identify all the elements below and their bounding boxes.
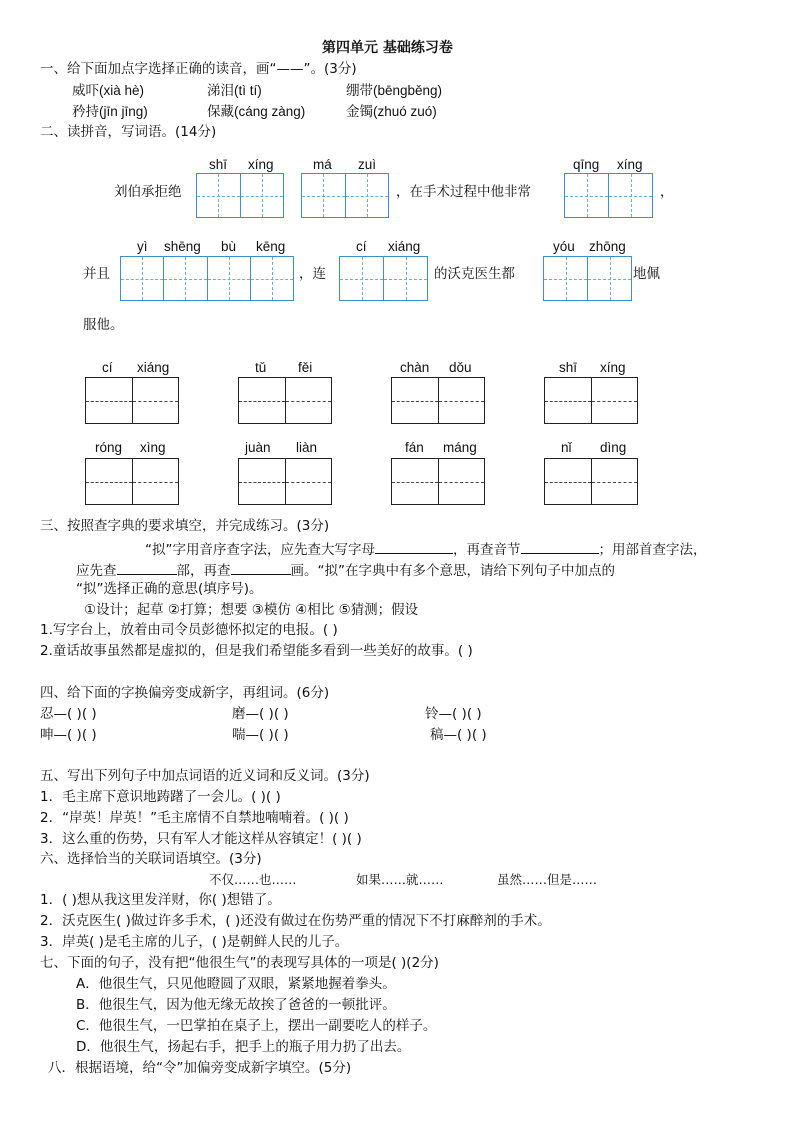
s4-item: 喘—( )( ) xyxy=(232,727,289,743)
pinyin: fěi xyxy=(298,360,313,375)
answer-grid[interactable] xyxy=(85,458,179,505)
answer-blank[interactable] xyxy=(375,541,453,554)
pinyin: shī xyxy=(209,157,228,172)
pinyin: cí xyxy=(356,239,367,254)
s5-item: 3．这么重的伤势，只有军人才能这样从容镇定！( )( ) xyxy=(40,831,362,847)
s3-text: ；用部首查字法， xyxy=(598,542,707,558)
pinyin: shēng xyxy=(164,239,201,254)
answer-blank[interactable] xyxy=(521,541,599,554)
answer-grid-yishengbukeng[interactable] xyxy=(120,256,294,301)
s2-line1-pre: 刘伯承拒绝 xyxy=(114,184,182,200)
s3-question: 2.童话故事虽然都是虚拟的，但是我们希望能多看到一些美好的故事。( ) xyxy=(40,643,473,659)
pinyin: róng xyxy=(95,440,123,455)
s4-item: 稿—( )( ) xyxy=(430,727,487,743)
s7-option: D．他很生气，扬起右手，把手上的瓶子用力扔了出去。 xyxy=(76,1039,411,1055)
s3-line3: “拟”选择正确的意思(填序号)。 xyxy=(76,581,263,597)
pinyin: chàn xyxy=(400,360,430,375)
s6-choice: 不仅……也…… xyxy=(209,872,297,887)
s5-item: 1．毛主席下意识地踌躇了一会儿。( )( ) xyxy=(40,789,281,805)
section-6-heading: 六、选择恰当的关联词语填空。(3分) xyxy=(40,851,262,867)
answer-grid[interactable] xyxy=(85,377,179,424)
s1-item: 绷带(bēngběng) xyxy=(346,83,443,98)
pinyin: bù xyxy=(221,239,237,254)
pinyin: qīng xyxy=(573,157,600,172)
s2-line1-end: ， xyxy=(660,184,674,200)
answer-grid[interactable] xyxy=(391,377,485,424)
pinyin: xìng xyxy=(140,440,166,455)
pinyin: kēng xyxy=(256,239,286,254)
page-title: 第四单元 基础练习卷 xyxy=(322,40,453,56)
pinyin: zhōng xyxy=(589,239,626,254)
answer-grid-shixing[interactable] xyxy=(196,173,284,218)
pinyin: nǐ xyxy=(561,440,572,455)
s3-line1 xyxy=(145,541,707,558)
answer-grid[interactable] xyxy=(238,458,332,505)
s3-options: ①设计；起草 ②打算；想要 ③模仿 ④相比 ⑤猜测；假设 xyxy=(84,602,419,618)
s2-line1-mid: ，在手术过程中他非常 xyxy=(396,184,531,200)
s2-line2-pre: 并且 xyxy=(83,266,110,282)
section-8-heading: 八．根据语境，给“令”加偏旁变成新字填空。(5分) xyxy=(48,1060,352,1076)
section-2-heading: 二、读拼音，写词语。(14分) xyxy=(40,124,217,140)
s4-item: 呻—( )( ) xyxy=(40,727,97,743)
answer-blank[interactable] xyxy=(231,562,291,575)
answer-grid-cixiang[interactable] xyxy=(339,256,428,301)
pinyin: yóu xyxy=(553,239,575,254)
s6-choice: 如果……就…… xyxy=(356,872,444,887)
s7-option: B．他很生气，因为他无缘无故挨了爸爸的一顿批评。 xyxy=(76,997,396,1013)
s6-item: 3．岸英( )是毛主席的儿子，( )是朝鲜人民的儿子。 xyxy=(40,934,349,950)
answer-grid-mazui[interactable] xyxy=(301,173,389,218)
pinyin: xíng xyxy=(617,157,643,172)
pinyin: juàn xyxy=(245,440,271,455)
section-3-heading: 三、按照查字典的要求填空，并完成练习。(3分) xyxy=(40,518,330,534)
answer-grid[interactable] xyxy=(544,377,638,424)
answer-grid[interactable] xyxy=(544,458,638,505)
s3-text: “拟”字用音序查字法，应先查大写字母 xyxy=(145,542,375,558)
section-7-heading: 七、下面的句子，没有把“他很生气”的表现写具体的一项是( )(2分) xyxy=(40,955,439,971)
s1-item: 金镯(zhuó zuó) xyxy=(346,104,437,119)
section-1-heading: 一、给下面加点字选择正确的读音，画“——”。(3分) xyxy=(40,61,357,77)
pinyin: yì xyxy=(137,239,148,254)
pinyin: xiáng xyxy=(137,360,170,375)
s4-item: 忍—( )( ) xyxy=(40,706,97,722)
s3-question: 1.写字台上，放着由司令员彭德怀拟定的电报。( ) xyxy=(40,622,338,638)
s3-text: 应先查 xyxy=(76,563,117,579)
pinyin: má xyxy=(313,157,332,172)
pinyin: fán xyxy=(405,440,424,455)
s3-text: ，再查音节 xyxy=(453,542,521,558)
s4-item: 铃—( )( ) xyxy=(425,706,482,722)
s2-line2-mid1: ，连 xyxy=(299,266,326,282)
pinyin: xiáng xyxy=(388,239,421,254)
pinyin: tǔ xyxy=(255,360,267,375)
s3-text: 画。“拟”在字典中有多个意思，请给下列句子中加点的 xyxy=(290,563,615,579)
pinyin: liàn xyxy=(296,440,318,455)
answer-grid[interactable] xyxy=(391,458,485,505)
s5-item: 2．“岸英！岸英！”毛主席情不自禁地喃喃着。( )( ) xyxy=(40,810,349,826)
pinyin: shī xyxy=(559,360,578,375)
pinyin: dìng xyxy=(600,440,627,455)
answer-grid-qingxing[interactable] xyxy=(564,173,653,218)
s6-choice: 虽然……但是…… xyxy=(497,872,598,887)
s1-item: 威吓(xià hè) xyxy=(72,83,145,98)
s7-option: A．他很生气，只见他瞪圆了双眼，紧紧地握着拳头。 xyxy=(76,976,396,992)
s7-option: C．他很生气，一巴掌拍在桌子上，摆出一副要吃人的样子。 xyxy=(76,1018,437,1034)
s4-item: 磨—( )( ) xyxy=(232,706,289,722)
section-5-heading: 五、写出下列句子中加点词语的近义词和反义词。(3分) xyxy=(40,768,370,784)
s2-line3: 服他。 xyxy=(83,317,124,333)
pinyin: xíng xyxy=(248,157,274,172)
s2-line2-end: 地佩 xyxy=(633,266,660,282)
s1-item: 涕泪(tì tí) xyxy=(207,83,262,98)
s1-item: 保藏(cáng zàng) xyxy=(207,104,306,119)
s1-item: 矜持(jīn jīng) xyxy=(72,104,148,119)
section-4-heading: 四、给下面的字换偏旁变成新字，再组词。(6分) xyxy=(40,685,330,701)
s3-text: 部，再查 xyxy=(176,563,231,579)
pinyin: dǒu xyxy=(449,360,472,375)
answer-grid-youzhong[interactable] xyxy=(543,256,632,301)
pinyin: cí xyxy=(102,360,113,375)
pinyin: zuì xyxy=(358,157,377,172)
answer-blank[interactable] xyxy=(117,562,177,575)
s6-item: 1．( )想从我这里发洋财，你( )想错了。 xyxy=(40,892,281,908)
s6-item: 2．沃克医生( )做过许多手术，( )还没有做过在伤势严重的情况下不打麻醉剂的手术。 xyxy=(40,913,551,929)
s2-line2-mid2: 的沃克医生都 xyxy=(434,266,515,282)
pinyin: máng xyxy=(443,440,477,455)
answer-grid[interactable] xyxy=(238,377,332,424)
pinyin: xíng xyxy=(600,360,626,375)
s3-line2 xyxy=(76,562,615,579)
